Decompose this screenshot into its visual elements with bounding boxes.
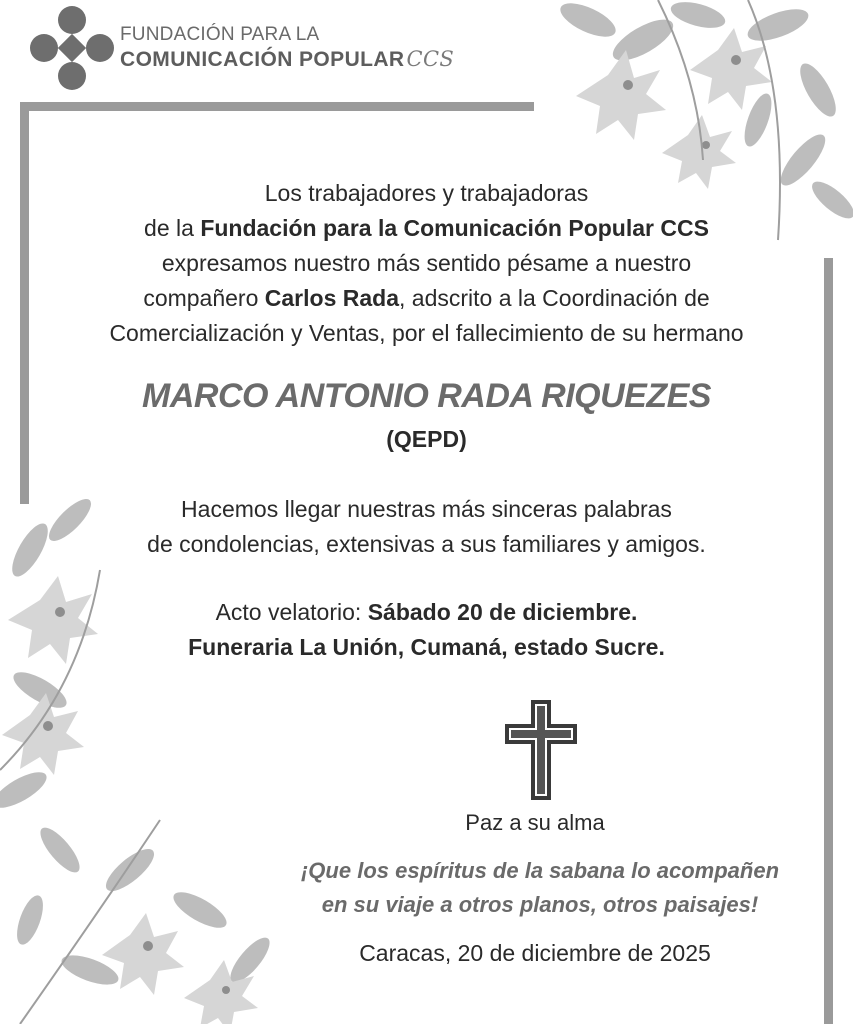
wake-details <box>40 595 813 665</box>
quote-line-2: en su viaje a otros planos, otros paisajes! <box>321 892 759 917</box>
frame-top-border <box>20 102 534 111</box>
colleague-name: Carlos Rada <box>264 285 399 311</box>
intro-line-1: Los trabajadores y trabajadoras <box>264 180 589 206</box>
intro-line-2: de la Fundación para la Comunicación Popular CCS <box>144 215 709 241</box>
quote-text <box>250 854 830 922</box>
place-and-date: Caracas, 20 de diciembre de 2025 <box>359 940 711 966</box>
wake-place: Funeraria La Unión, Cumaná, estado Sucre. <box>188 634 665 660</box>
cross-icon <box>505 700 577 800</box>
intro-line-4: compañero Carlos Rada, adscrito a la Coordinación de <box>143 285 710 311</box>
condolences-paragraph <box>40 492 813 562</box>
intro-paragraph <box>40 176 813 351</box>
intro-line-3: expresamos nuestro más sentido pésame a nuestro <box>161 250 692 276</box>
deceased-name: MARCO ANTONIO RADA RIQUEZES <box>142 377 711 415</box>
wake-label: Acto velatorio: <box>215 599 368 625</box>
deceased-suffix: (QEPD) <box>386 426 467 452</box>
wake-date: Sábado 20 de diciembre. <box>367 599 638 625</box>
logo-text-line2: COMUNICACIÓN POPULARCCS <box>120 47 455 71</box>
foundation-name: Fundación para la Comunicación Popular CCS <box>200 215 709 241</box>
frame-left-border <box>20 102 29 504</box>
logo-text-line1: FUNDACIÓN PARA LA <box>120 24 320 45</box>
peace-text: Paz a su alma <box>465 810 605 835</box>
wake-date-line <box>40 595 813 630</box>
logo-ccs-mark: CCS <box>406 47 455 71</box>
foundation-logo-icon <box>28 4 116 92</box>
condolences-line-1: Hacemos llegar nuestras más sinceras palabras <box>181 496 672 522</box>
quote-line-1: ¡Que los espíritus de la sabana lo acompañen <box>300 858 780 883</box>
floral-decoration-bottom-left <box>0 490 300 1024</box>
condolences-line-2: de condolencias, extensivas a sus familiares y amigos. <box>147 531 706 557</box>
intro-line-5: Comercialización y Ventas, por el fallecimiento de su hermano <box>109 320 744 346</box>
